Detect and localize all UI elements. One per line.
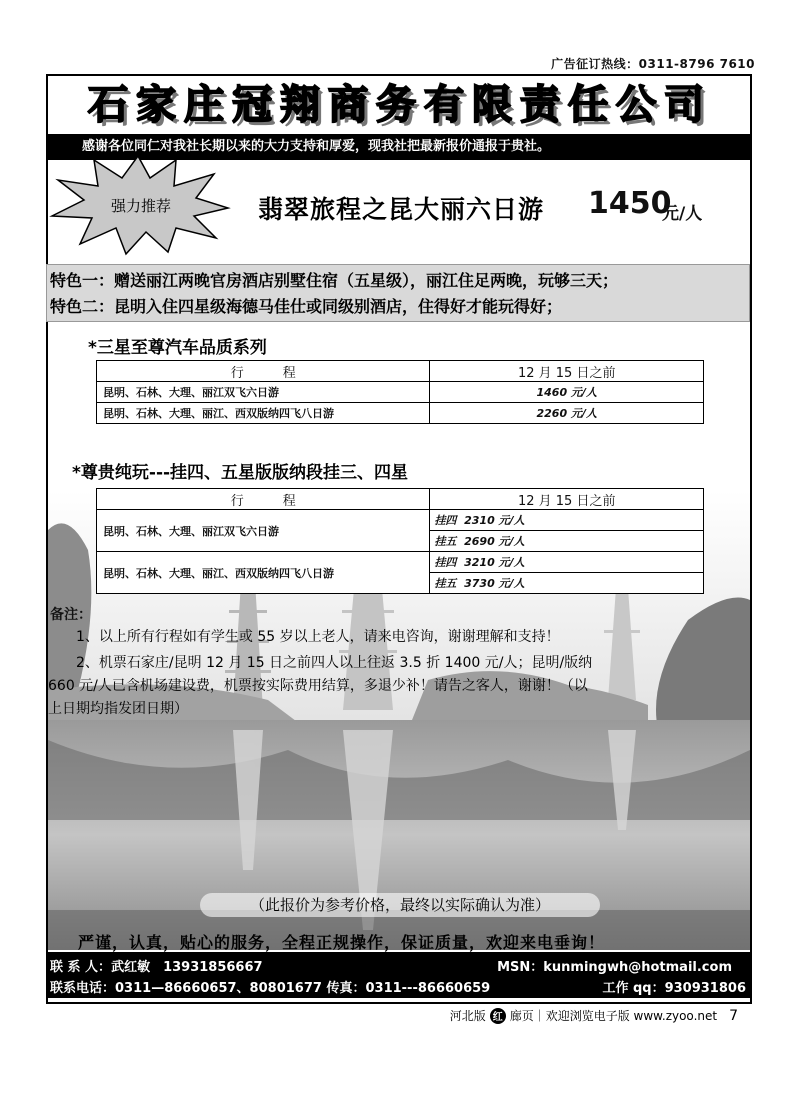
route-price: 1460 元/人 xyxy=(430,382,704,403)
footer-badge: 红 xyxy=(490,1008,506,1024)
series1-title: *三星至尊汽车品质系列 xyxy=(88,338,267,358)
table-row xyxy=(97,403,704,424)
footer-prefix: 河北版 xyxy=(449,1009,486,1023)
route-name: 昆明、石林、大理、丽江、西双版纳四飞八日游 xyxy=(97,552,430,594)
tier-label: 挂四 xyxy=(434,556,457,569)
fax-value: 0311---86660659 xyxy=(365,981,491,996)
fax-label: 传真： xyxy=(326,981,366,996)
note-line: 660 元/人已含机场建设费，机票按实际费用结算，多退少补！请告之客人，谢谢！（以 xyxy=(48,678,588,694)
contact-msn xyxy=(497,956,732,975)
contact-person-label: 联 系 人： xyxy=(50,960,112,975)
msn-value: kunmingwh@hotmail.com xyxy=(543,960,732,975)
note-line: 上日期均指发团日期） xyxy=(48,701,188,717)
header-route: 行 程 xyxy=(97,489,430,510)
phone-label: 联系电话： xyxy=(50,981,116,996)
msn-label: MSN： xyxy=(497,960,544,975)
product-title: 翡翠旅程之昆大丽六日游 xyxy=(258,195,545,224)
table-row xyxy=(97,382,704,403)
feature-2: 特色二：昆明入住四星级海德马佳仕或同级别酒店，住得好才能玩得好； xyxy=(50,297,563,316)
tier-price xyxy=(430,510,704,531)
route-name: 昆明、石林、大理、丽江、西双版纳四飞八日游 xyxy=(97,403,430,424)
tier-label: 挂五 xyxy=(434,535,457,548)
header-route: 行 程 xyxy=(97,361,430,382)
product-price-unit: 元/人 xyxy=(662,204,703,224)
badge-label: 强力推荐 xyxy=(110,197,171,215)
notes-label: 备注： xyxy=(50,607,92,623)
feature-1: 特色一：赠送丽江两晚官房酒店别墅住宿（五星级），丽江住足两晚，玩够三天； xyxy=(50,271,619,290)
series2-title: *尊贵纯玩---挂四、五星版版纳段挂三、四星 xyxy=(72,463,409,483)
tier-label: 挂四 xyxy=(434,514,457,527)
contact-person xyxy=(50,956,263,975)
phone-value: 0311—86660657、80801677 xyxy=(115,981,322,996)
service-slogan: 严谨，认真，贴心的服务，全程正规操作，保证质量，欢迎来电垂询！ xyxy=(78,933,606,952)
page-number: 7 xyxy=(729,1007,738,1024)
tier-amount: 3730 元/人 xyxy=(464,577,525,590)
qq-value: 930931806 xyxy=(664,981,746,996)
contact-bar xyxy=(46,952,752,998)
route-name: 昆明、石林、大理、丽江双飞六日游 xyxy=(97,510,430,552)
table-row xyxy=(97,552,704,573)
contact-qq xyxy=(602,977,746,996)
table-row xyxy=(97,510,704,531)
tier-price xyxy=(430,531,704,552)
product-price: 1450 xyxy=(588,186,672,221)
footer-suffix: 廊页｜欢迎浏览电子版 www.zyoo.net xyxy=(509,1009,718,1023)
contact-person-value: 武红敏 13931856667 xyxy=(111,960,263,975)
page-footer xyxy=(450,1007,738,1024)
contact-phone xyxy=(50,977,490,996)
tier-price xyxy=(430,552,704,573)
note-line: 2、机票石家庄/昆明 12 月 15 日之前四人以上往返 3.5 折 1400 元/人；昆明/版纳 xyxy=(76,655,593,671)
route-price: 2260 元/人 xyxy=(430,403,704,424)
tier-amount: 2310 元/人 xyxy=(464,514,525,527)
note-line: 1、以上所有行程如有学生或 55 岁以上老人，请来电咨询，谢谢理解和支持！ xyxy=(76,629,560,645)
tier-label: 挂五 xyxy=(434,577,457,590)
series2-table xyxy=(96,488,704,594)
table-header-row xyxy=(97,489,704,510)
series1-table xyxy=(96,360,704,424)
price-disclaimer: （此报价为参考价格，最终以实际确认为准） xyxy=(200,893,600,917)
route-name: 昆明、石林、大理、丽江双飞六日游 xyxy=(97,382,430,403)
tier-amount: 3210 元/人 xyxy=(464,556,525,569)
qq-label: 工作 qq： xyxy=(602,981,665,996)
tier-amount: 2690 元/人 xyxy=(464,535,525,548)
ad-hotline: 广告征订热线：0311-8796 7610 xyxy=(551,57,755,71)
tier-price xyxy=(430,573,704,594)
thanks-banner: 感谢各位同仁对我社长期以来的大力支持和厚爱，现我社把最新报价通报于贵社。 xyxy=(48,134,750,160)
header-date: 12 月 15 日之前 xyxy=(430,489,704,510)
table-header-row xyxy=(97,361,704,382)
header-date: 12 月 15 日之前 xyxy=(430,361,704,382)
company-name: 石家庄冠翔商务有限责任公司 xyxy=(88,81,712,128)
